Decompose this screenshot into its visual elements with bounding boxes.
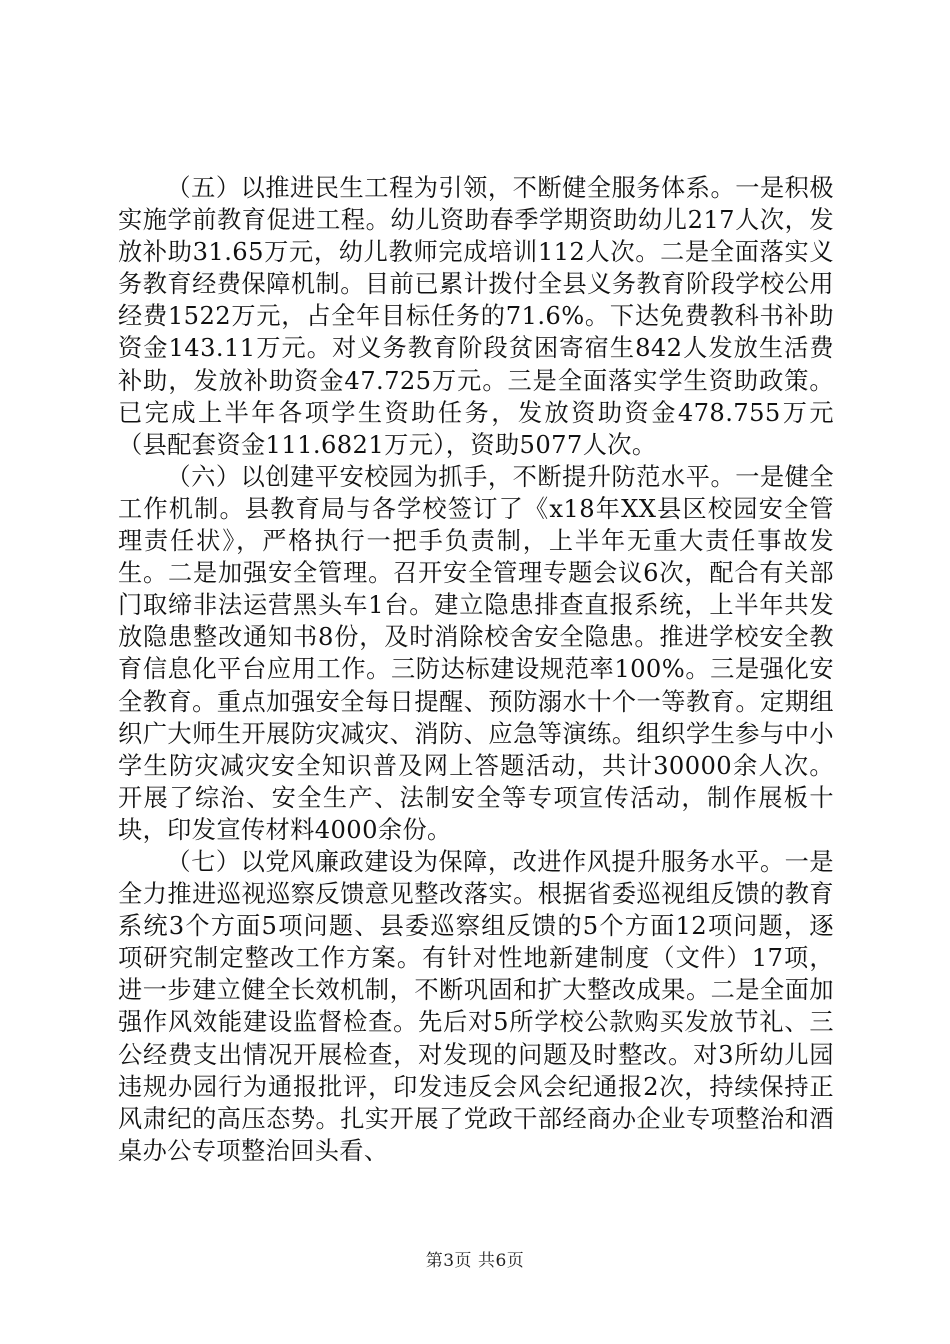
paragraph-five: （五）以推进民生工程为引领，不断健全服务体系。一是积极实施学前教育促进工程。幼儿资助春季学期资助幼儿217人次，发放补助31.65万元，幼儿教师完成培训112人次。二是全面落实义务教育经费保障机制。目前已累计拨付全县义务教育阶段学校公用经费1522万元，占全年目标任务的71.6%。下达免费教科书补助资金143.11万元。对义务教育阶段贫困寄宿生842人发放生活费补助，发放补助资金47.725万元。三是全面落实学生资助政策。已完成上半年各项学生资助任务，发放资助资金478.755万元（县配套资金111.6821万元），资助5077人次。 xyxy=(118,174,834,459)
document-body xyxy=(118,172,834,1167)
page-footer: 第3页 共6页 xyxy=(425,1251,525,1271)
paragraph-seven: （七）以党风廉政建设为保障，改进作风提升服务水平。一是全力推进巡视巡察反馈意见整改落实。根据省委巡视组反馈的教育系统3个方面5项问题、县委巡察组反馈的5个方面12项问题，逐项研究制定整改工作方案。有针对性地新建制度（文件）17项，进一步建立健全长效机制，不断巩固和扩大整改成果。二是全面加强作风效能建设监督检查。先后对5所学校公款购买发放节礼、三公经费支出情况开展检查，对发现的问题及时整改。对3所幼儿园违规办园行为通报批评，印发违反会风会纪通报2次，持续保持正风肃纪的高压态势。扎实开展了党政干部经商办企业专项整治和酒桌办公专项整治回头看、 xyxy=(118,847,834,1165)
paragraph-six: （六）以创建平安校园为抓手，不断提升防范水平。一是健全工作机制。县教育局与各学校签订了《x18年XX县区校园安全管理责任状》，严格执行一把手负责制，上半年无重大责任事故发生。二是加强安全管理。召开安全管理专题会议6次，配合有关部门取缔非法运营黑头车1台。建立隐患排查直报系统，上半年共发放隐患整改通知书8份，及时消除校舍安全隐患。推进学校安全教育信息化平台应用工作。三防达标建设规范率100%。三是强化安全教育。重点加强安全每日提醒、预防溺水十个一等教育。定期组织广大师生开展防灾减灾、消防、应急等演练。组织学生参与中小学生防灾减灾安全知识普及网上答题活动，共计30000余人次。开展了综治、安全生产、法制安全等专项宣传活动，制作展板十块，印发宣传材料4000余份。 xyxy=(118,462,834,844)
